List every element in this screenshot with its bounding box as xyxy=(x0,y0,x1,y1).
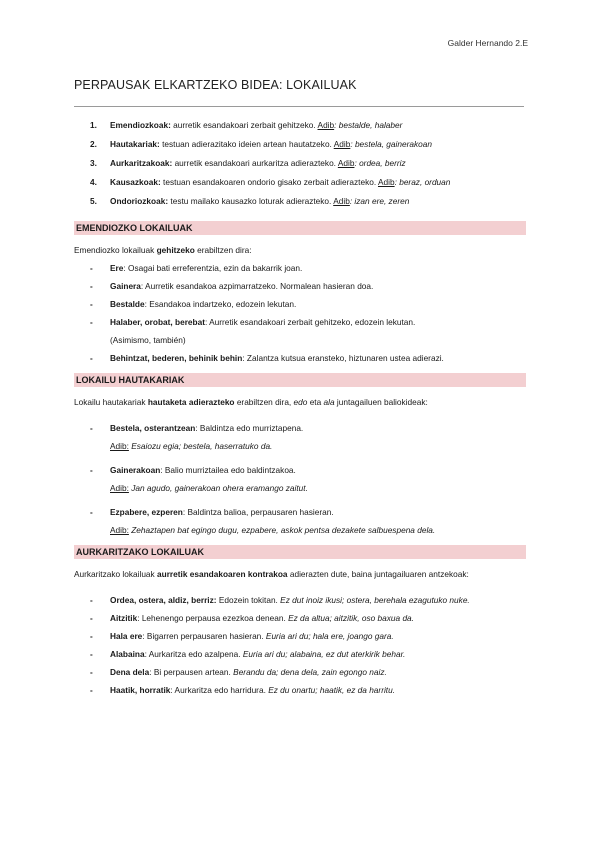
dash-bullet: - xyxy=(90,281,93,291)
hautakari-list xyxy=(74,419,526,539)
section-heading-aurkaritza: AURKARITZAKO LOKAILUAK xyxy=(74,545,526,559)
dash-bullet: - xyxy=(90,631,93,641)
item-desc: testuan adierazitako ideien artean hautatzeko. xyxy=(159,139,334,149)
item-example: : bestalde, halaber xyxy=(334,120,403,130)
item-term: Ordea, ostera, aldiz, berriz: xyxy=(110,595,217,605)
list-item xyxy=(74,627,526,645)
section-heading-hautakari: LOKAILU HAUTAKARIAK xyxy=(74,373,526,387)
item-example: : izan ere, zeren xyxy=(349,196,410,206)
dash-bullet: - xyxy=(90,595,93,605)
list-item xyxy=(74,461,526,497)
item-desc: : Esandakoa indartzeko, edozein lekutan. xyxy=(144,299,297,309)
adib-label: Adib xyxy=(333,139,351,149)
intro-keyword: gehitzeko xyxy=(156,245,195,255)
item-desc: : Baldintza balioa, perpausaren hasieran. xyxy=(182,507,334,517)
item-number: 3. xyxy=(90,158,97,168)
item-example: Esaiozu egia; bestela, haserratuko da. xyxy=(128,441,273,451)
section-intro xyxy=(74,393,526,411)
item-term: Halaber, orobat, berebat xyxy=(110,317,205,327)
section-intro xyxy=(74,241,526,259)
page-title: PERPAUSAK ELKARTZEKO BIDEA: LOKAILUAK xyxy=(74,78,357,92)
item-term: Hala ere xyxy=(110,631,143,641)
dash-bullet: - xyxy=(90,507,93,517)
item-desc: : Zalantza kutsua eransteko, hiztunaren ustea adierazi. xyxy=(242,353,444,363)
item-term: Aurkaritzakoak: xyxy=(110,158,173,168)
item-example: : ordea, berriz xyxy=(354,158,406,168)
intro-italic: ala xyxy=(323,397,335,407)
summary-item xyxy=(74,139,526,158)
dash-bullet: - xyxy=(90,613,93,623)
item-example: Ez da altua; aitzitik, oso baxua da. xyxy=(288,613,414,623)
item-extra: (Asimismo, también) xyxy=(110,335,186,345)
intro-italic: edo xyxy=(293,397,308,407)
item-term: Behintzat, bederen, behinik behin xyxy=(110,353,243,363)
item-desc: Edozein tokitan. xyxy=(216,595,281,605)
item-desc: testuan esandakoaren ondorio gisako zerbait adierazteko. xyxy=(160,177,378,187)
adib-label: Adib xyxy=(377,177,395,187)
item-desc: testu mailako kausazko loturak adierazteko. xyxy=(168,196,334,206)
adib-label: Adib: xyxy=(110,525,129,535)
item-desc: aurretik esandakoari aurkaritza adierazteko. xyxy=(172,158,338,168)
item-desc: : Aurkaritza edo azalpena. xyxy=(144,649,243,659)
item-example: Ez du onartu; haatik, ez da harritu. xyxy=(268,685,396,695)
item-number: 2. xyxy=(90,139,97,149)
dash-bullet: - xyxy=(90,685,93,695)
item-desc: : Bi perpausen artean. xyxy=(149,667,234,677)
spacer xyxy=(74,583,526,591)
item-desc: : Aurretik esandakoari zerbait gehitzeko, edozein lekutan. xyxy=(204,317,416,327)
dash-bullet: - xyxy=(90,299,93,309)
intro-text: erabiltzen dira, xyxy=(234,397,294,407)
list-item xyxy=(74,295,526,313)
adib-label: Adib xyxy=(317,120,335,130)
item-desc: : Aurkaritza edo harridura. xyxy=(170,685,269,695)
adib-label: Adib: xyxy=(110,483,129,493)
item-term: Ere xyxy=(110,263,124,273)
item-desc: : Aurretik esandakoa azpimarratzeko. Normalean hasieran doa. xyxy=(140,281,374,291)
adib-label: Adib: xyxy=(110,441,129,451)
list-item xyxy=(74,503,526,539)
item-desc: : Osagai bati erreferentzia, ezin da bakarrik joan. xyxy=(123,263,303,273)
type-summary-list xyxy=(74,120,526,215)
item-term: Hautakariak: xyxy=(110,139,160,149)
item-example: Berandu da; dena dela, zain egongo naiz. xyxy=(233,667,387,677)
item-example: : bestela, gainerakoan xyxy=(350,139,432,149)
item-term: Gainera xyxy=(110,281,141,291)
list-item xyxy=(74,609,526,627)
item-example: Euria ari du; hala ere, joango gara. xyxy=(265,631,394,641)
item-desc: aurretik esandakoari zerbait gehitzeko. xyxy=(170,120,318,130)
dash-bullet: - xyxy=(90,465,93,475)
intro-text: juntagailuen baliokideak: xyxy=(334,397,428,407)
dash-bullet: - xyxy=(90,423,93,433)
section-heading-emendiozko: EMENDIOZKO LOKAILUAK xyxy=(74,221,526,235)
item-number: 5. xyxy=(90,196,97,206)
list-item xyxy=(74,259,526,277)
item-example: Ez dut inoiz ikusi; ostera, berehala ezagutuko nuke. xyxy=(280,595,470,605)
item-example: Zehaztapen bat egingo dugu, ezpabere, askok pentsa dezakete salbuespena dela. xyxy=(128,525,436,535)
adib-label: Adib xyxy=(333,196,350,206)
summary-item xyxy=(74,120,526,139)
adib-label: Adib xyxy=(337,158,355,168)
intro-text: erabiltzen dira: xyxy=(194,245,252,255)
summary-item xyxy=(74,196,526,215)
dash-bullet: - xyxy=(90,317,93,327)
intro-text: Lokailu hautakariak xyxy=(74,397,148,407)
spacer xyxy=(74,411,526,419)
summary-item xyxy=(74,158,526,177)
item-term: Alabaina xyxy=(110,649,145,659)
dash-bullet: - xyxy=(90,263,93,273)
item-term: Dena dela xyxy=(110,667,150,677)
item-term: Ondoriozkoak: xyxy=(110,196,169,206)
summary-item xyxy=(74,177,526,196)
item-term: Kausazkoak: xyxy=(110,177,161,187)
list-item xyxy=(74,313,526,349)
item-desc: : Baldintza edo murriztapena. xyxy=(195,423,304,433)
list-item xyxy=(74,349,526,367)
dash-bullet: - xyxy=(90,353,93,363)
emendiozko-list xyxy=(74,259,526,367)
item-desc: : Balio murriztailea edo baldintzakoa. xyxy=(160,465,296,475)
item-term: Aitzitik xyxy=(110,613,138,623)
aurkaritza-list xyxy=(74,591,526,699)
item-example: Jan agudo, gainerakoan ohera eramango zaitut. xyxy=(128,483,308,493)
intro-text: Emendiozko lokailuak xyxy=(74,245,157,255)
document-body xyxy=(74,120,526,699)
item-term: Emendiozkoak: xyxy=(110,120,171,130)
item-example: : beraz, orduan xyxy=(394,177,451,187)
intro-text: eta xyxy=(307,397,324,407)
author-header: Galder Hernando 2.E xyxy=(447,38,528,48)
list-item xyxy=(74,663,526,681)
intro-keyword: aurretik esandakoaren kontrakoa xyxy=(157,569,288,579)
intro-keyword: hautaketa adierazteko xyxy=(147,397,235,407)
section-intro xyxy=(74,565,526,583)
item-term: Gainerakoan xyxy=(110,465,161,475)
list-item xyxy=(74,277,526,295)
item-example: Euria ari du; alabaina, ez dut aterkirik behar. xyxy=(242,649,406,659)
dash-bullet: - xyxy=(90,649,93,659)
item-term: Bestela, osterantzean xyxy=(110,423,196,433)
item-term: Haatik, horratik xyxy=(110,685,171,695)
item-number: 1. xyxy=(90,120,97,130)
intro-text: Aurkaritzako lokailuak xyxy=(74,569,158,579)
list-item xyxy=(74,591,526,609)
list-item xyxy=(74,681,526,699)
item-term: Bestalde xyxy=(110,299,145,309)
item-desc: : Lehenengo perpausa ezezkoa denean. xyxy=(137,613,289,623)
intro-text: adierazten dute, baina juntagailuaren antzekoak: xyxy=(287,569,469,579)
list-item xyxy=(74,419,526,455)
item-desc: : Bigarren perpausaren hasieran. xyxy=(142,631,266,641)
dash-bullet: - xyxy=(90,667,93,677)
title-divider xyxy=(74,106,524,107)
item-number: 4. xyxy=(90,177,97,187)
item-term: Ezpabere, ezperen xyxy=(110,507,183,517)
list-item xyxy=(74,645,526,663)
